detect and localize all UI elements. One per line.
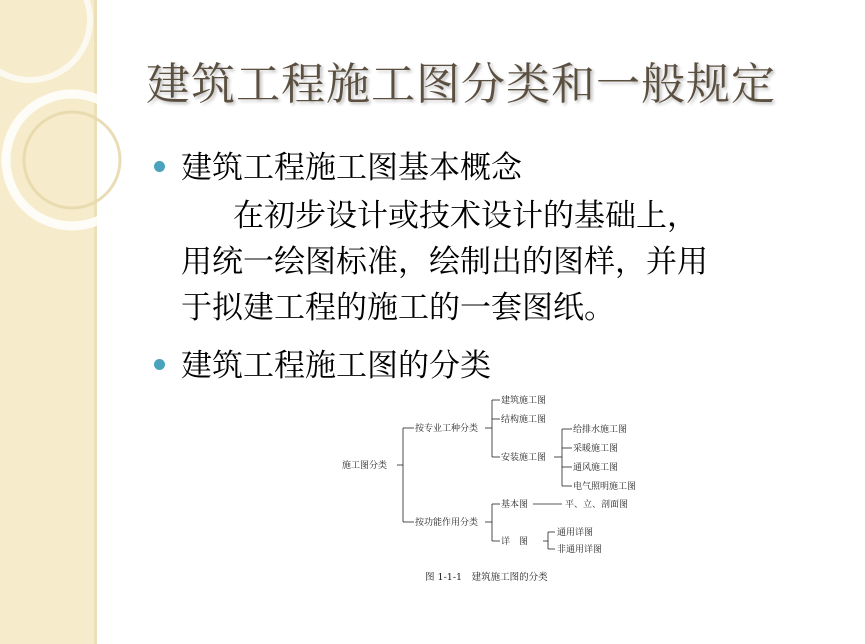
prof-architecture-label: 建筑施工图 [501,396,547,406]
diagram-caption: 图 1-1-1 建筑施工图的分类 [425,572,548,583]
branch-professional-label: 按专业工种分类 [415,424,479,434]
paragraph-line-2: 用统一绘图标准，绘制出的图样，并用 [181,244,708,280]
basic-drawing-label: 基本图 [501,500,529,510]
paragraph-line-1: 在初步设计或技术设计的基础上， [233,198,698,234]
bullet-concept-text: 建筑工程施工图基本概念 [181,150,522,186]
bullet-concept [154,142,522,187]
install-ventilation-label: 通风施工图 [573,463,619,473]
detail-drawing-label: 详 图 [501,537,529,547]
bullet-dot-icon [154,359,165,370]
decorative-rings [0,0,200,260]
basic-drawing-desc: 平、立、剖面图 [565,500,629,510]
install-plumbing-label: 给排水施工图 [573,425,628,435]
paragraph-line-3: 于拟建工程的施工的一套图纸。 [181,290,615,326]
detail-nongeneral-label: 非通用详图 [557,545,603,555]
classification-tree-diagram [340,388,650,598]
concept-paragraph [181,193,841,331]
slide-title: 建筑工程施工图分类和一般规定 [146,59,776,110]
bullet-dot-icon [154,161,165,172]
bullet-classification-text: 建筑工程施工图的分类 [181,348,491,384]
detail-general-label: 通用详图 [557,528,594,538]
prof-installation-label: 安装施工图 [501,453,547,463]
tree-root-label: 施工图分类 [342,461,388,471]
bullet-classification [154,340,491,385]
install-electrical-label: 电气照明施工图 [573,482,637,492]
install-heating-label: 采暖施工图 [573,444,619,454]
prof-structure-label: 结构施工图 [501,415,547,425]
branch-function-label: 按功能作用分类 [415,518,479,528]
